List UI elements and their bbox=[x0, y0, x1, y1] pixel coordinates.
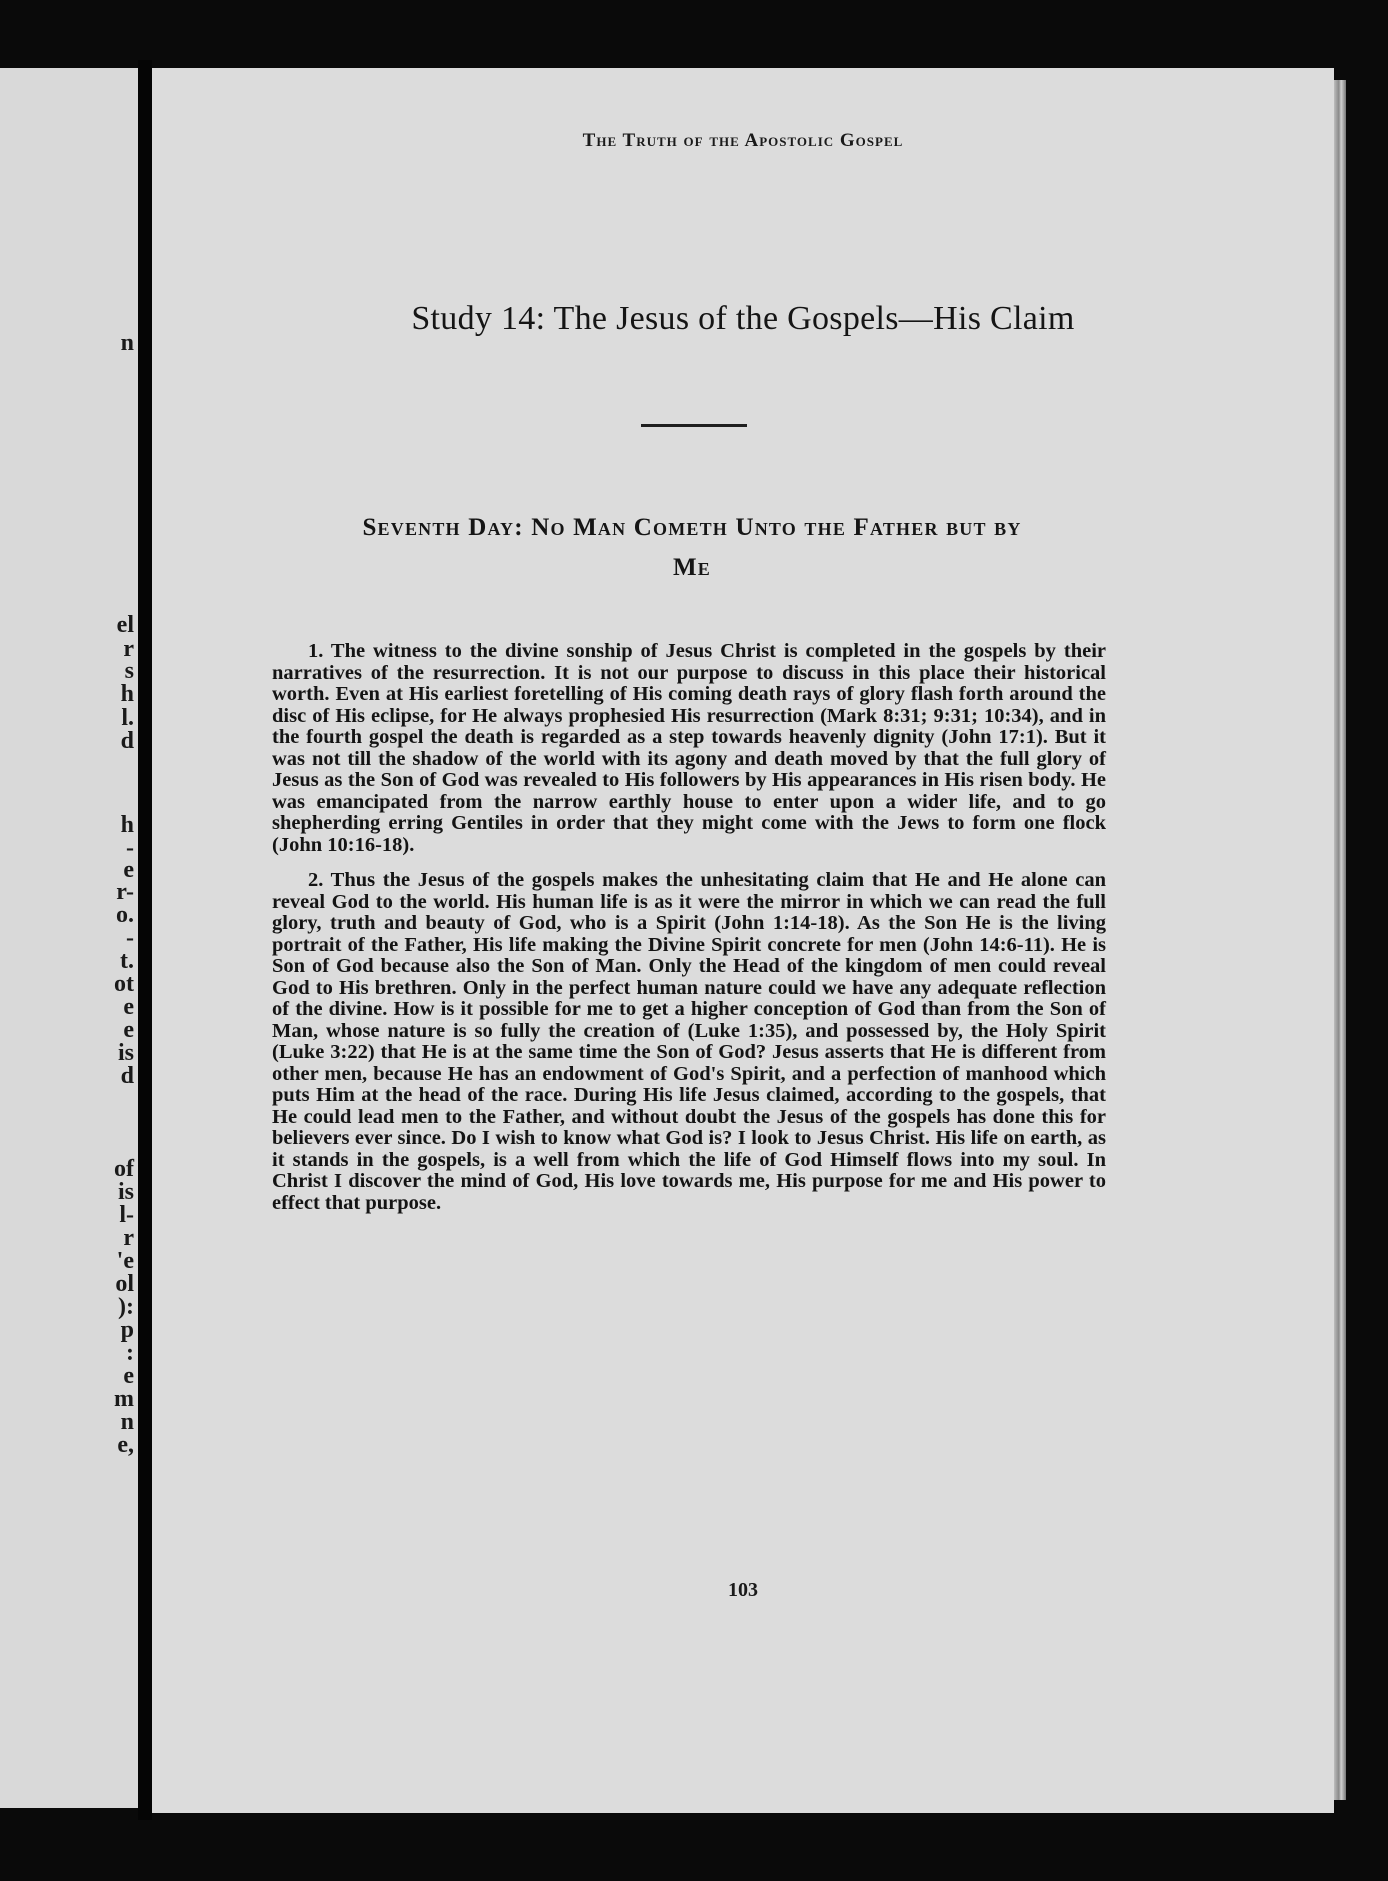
left-page-char: e, bbox=[117, 1432, 134, 1458]
left-page-char: h bbox=[120, 812, 134, 838]
left-page-char: d bbox=[120, 1063, 134, 1089]
left-page-char: r- bbox=[116, 879, 134, 905]
left-page-char: : bbox=[126, 1340, 134, 1366]
left-page-char: l. bbox=[121, 705, 134, 731]
left-page-char: r bbox=[123, 1225, 134, 1251]
left-page-char: 'e bbox=[116, 1248, 134, 1274]
left-page-char: is bbox=[117, 1179, 134, 1205]
left-page-char: ): bbox=[118, 1294, 134, 1320]
title-divider bbox=[641, 424, 747, 427]
left-page-char: d bbox=[120, 728, 134, 754]
left-page-char: n bbox=[120, 330, 134, 356]
left-page-char: ol bbox=[115, 1271, 134, 1297]
left-page-char: - bbox=[126, 925, 134, 951]
left-page-char: h bbox=[120, 681, 134, 707]
left-page-char: e bbox=[123, 857, 134, 883]
study-title: Study 14: The Jesus of the Gospels—His Claim bbox=[411, 300, 1075, 337]
paragraph-1: 1. The witness to the divine sonship of Jesus Christ is completed in the gospels by their narratives of the resurrection. It is not our purpose to discuss in this place their historical worth. Even at His earliest foretelling of His coming death rays of glory flash forth around the disc of His eclipse, for He always prophesied His resurrection (Mark 8:31; 9:31; 10:34), and in the fourth gospel the death is regarded as a step towards heavenly dignity (John 17:1). But it was not till the shadow of the world with its agony and death moved by that the full glory of Jesus as the Son of God was revealed to His followers by His appearances in His risen body. He was emancipated from the narrow earthly house to enter upon a wider life, and to go shepherding erring Gentiles in order that they might come with the Jews to form one flock (John 10:16-18). bbox=[272, 640, 1106, 856]
left-page-char: - bbox=[126, 835, 134, 861]
left-page-char: e bbox=[123, 1017, 134, 1043]
left-page-char: is bbox=[117, 1040, 134, 1066]
left-page-char: o. bbox=[116, 902, 134, 928]
left-page-char: l- bbox=[119, 1202, 134, 1228]
left-page-char: s bbox=[124, 658, 134, 684]
body-text bbox=[272, 641, 1106, 1228]
left-page-char: e bbox=[123, 1363, 134, 1389]
left-page-char: e bbox=[123, 994, 134, 1020]
left-page-char: m bbox=[114, 1386, 134, 1412]
left-page-char: el bbox=[116, 612, 134, 638]
left-page-char: p bbox=[120, 1317, 134, 1343]
day-heading-line1 bbox=[272, 508, 1112, 548]
left-page-char: of bbox=[114, 1156, 134, 1182]
day-heading bbox=[272, 508, 1112, 588]
left-page-char: t. bbox=[120, 948, 134, 974]
day-label: Seventh Day: bbox=[362, 514, 524, 541]
left-page-char: ot bbox=[114, 971, 134, 997]
left-page-fragment bbox=[0, 68, 138, 1808]
left-page-char: n bbox=[120, 1409, 134, 1435]
left-page-char: r bbox=[123, 636, 134, 662]
day-title-part1: No Man Cometh Unto the Father but by bbox=[531, 514, 1022, 541]
page-edge bbox=[1334, 80, 1346, 1800]
day-heading-line2: Me bbox=[672, 554, 711, 581]
page-number: 103 bbox=[728, 1579, 758, 1601]
paragraph-2: 2. Thus the Jesus of the gospels makes the unhesitating claim that He and He alone can reveal God to the world. His human life is as it were the mirror in which we can read the full glory, truth and beauty of God, who is a Spirit (John 1:14-18). As the Son He is the living portrait of the Father, His life making the Divine Spirit concrete for men (John 14:6-11). He is Son of God because also the Son of Man. Only the Head of the kingdom of men could reveal God to His brethren. Only in the perfect human nature could we have any adequate reflection of the divine. How is it possible for me to get a higher conception of God than from the Son of Man, whose nature is so fully the creation of (Luke 1:35), and possessed by, the Holy Spirit (Luke 3:22) that He is at the same time the Son of God? Jesus asserts that He is different from other men, because He has an endowment of God's Spirit, and a perfection of manhood which puts Him at the head of the race. During His life Jesus claimed, according to the gospels, that He could lead men to the Father, and without doubt the Jesus of the gospels has done this for believers ever since. Do I wish to know what God is? I look to Jesus Christ. His life on earth, as it stands in the gospels, is a well from which the life of God Himself flows into my soul. In Christ I discover the mind of God, His love towards me, His purpose for me and His power to effect that purpose. bbox=[272, 869, 1106, 1214]
book-gutter bbox=[138, 60, 152, 1820]
running-head: The Truth of the Apostolic Gospel bbox=[582, 130, 904, 151]
